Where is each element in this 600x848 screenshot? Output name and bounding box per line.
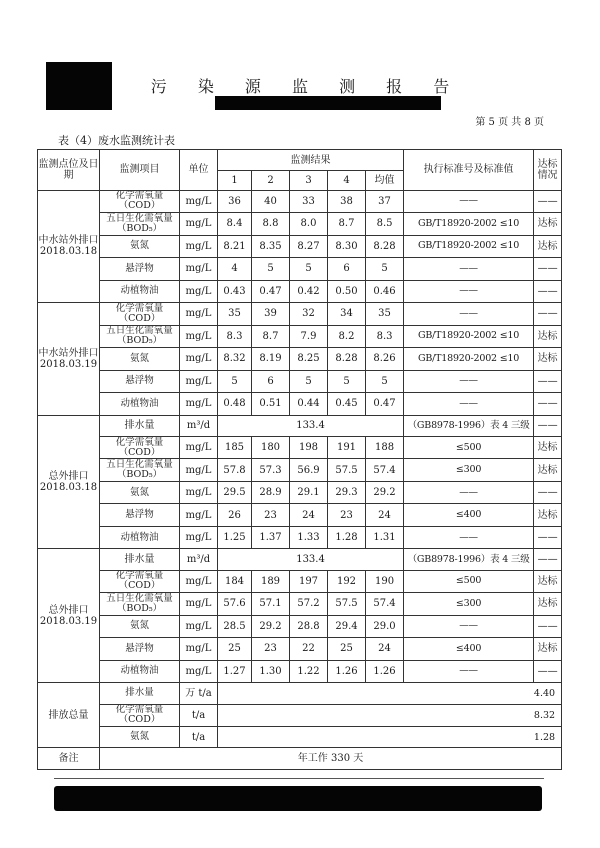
standard-cell: —— bbox=[404, 393, 534, 415]
value-cell: 8.35 bbox=[252, 235, 290, 257]
mean-cell: 8.26 bbox=[366, 348, 404, 370]
item-cell: 氨氮 bbox=[100, 348, 180, 370]
value-cell: 38 bbox=[328, 190, 366, 212]
value-cell: 133.4 bbox=[218, 415, 404, 436]
unit-cell: mg/L bbox=[180, 280, 218, 302]
site-name: 中水站外排口 bbox=[38, 347, 99, 359]
unit-cell: mg/L bbox=[180, 593, 218, 615]
table-row bbox=[38, 526, 562, 548]
unit-cell: mg/L bbox=[180, 213, 218, 235]
monitoring-date: 2018.03.18 bbox=[39, 246, 98, 258]
compliance-cell: 达标 bbox=[534, 235, 562, 257]
mean-cell: 24 bbox=[366, 638, 404, 660]
unit-cell: mg/L bbox=[180, 235, 218, 257]
total-value-cell: 4.40 bbox=[218, 683, 562, 704]
standard-cell: —— bbox=[404, 481, 534, 503]
value-cell: 5 bbox=[328, 370, 366, 392]
value-cell: 23 bbox=[328, 504, 366, 526]
standard-cell: —— bbox=[404, 190, 534, 212]
unit-cell: m³/d bbox=[180, 415, 218, 436]
value-cell: 0.47 bbox=[252, 280, 290, 302]
item-cell: 氨氮 bbox=[100, 727, 180, 748]
compliance-cell: —— bbox=[534, 660, 562, 682]
value-cell: 57.5 bbox=[328, 459, 366, 481]
value-cell: 8.19 bbox=[252, 348, 290, 370]
value-cell: 8.8 bbox=[252, 213, 290, 235]
table-row bbox=[38, 549, 562, 570]
table-row bbox=[38, 727, 562, 748]
unit-cell: mg/L bbox=[180, 526, 218, 548]
mean-cell: 5 bbox=[366, 370, 404, 392]
value-cell: 26 bbox=[218, 504, 252, 526]
value-cell: 8.7 bbox=[328, 213, 366, 235]
value-cell: 8.30 bbox=[328, 235, 366, 257]
compliance-cell: 达标 bbox=[534, 348, 562, 370]
item-cell: 悬浮物 bbox=[100, 258, 180, 280]
item-cell: 化学需氧量（COD） bbox=[100, 436, 180, 458]
item-cell: 悬浮物 bbox=[100, 638, 180, 660]
value-cell: 0.44 bbox=[290, 393, 328, 415]
mean-cell: 188 bbox=[366, 436, 404, 458]
compliance-header: 达标情况 bbox=[534, 150, 562, 191]
item-cell: 化学需氧量（COD） bbox=[100, 303, 180, 325]
compliance-cell: —— bbox=[534, 370, 562, 392]
value-cell: 28.9 bbox=[252, 481, 290, 503]
table-row bbox=[38, 615, 562, 637]
item-cell: 排水量 bbox=[100, 683, 180, 704]
mean-cell: 24 bbox=[366, 504, 404, 526]
item-cell: 动植物油 bbox=[100, 660, 180, 682]
site-date-cell bbox=[38, 190, 100, 302]
table-row bbox=[38, 393, 562, 415]
value-cell: 29.5 bbox=[218, 481, 252, 503]
unit-cell: mg/L bbox=[180, 660, 218, 682]
item-cell: 五日生化需氧量（BOD₅） bbox=[100, 593, 180, 615]
value-cell: 57.2 bbox=[290, 593, 328, 615]
mean-cell: 8.3 bbox=[366, 325, 404, 347]
value-cell: 1.25 bbox=[218, 526, 252, 548]
mean-cell: 1.31 bbox=[366, 526, 404, 548]
site-name: 总外排口 bbox=[48, 470, 89, 482]
standard-cell: ≤400 bbox=[404, 638, 534, 660]
value-cell: 40 bbox=[252, 190, 290, 212]
value-cell: 0.48 bbox=[218, 393, 252, 415]
table-row bbox=[38, 459, 562, 481]
mean-cell: 57.4 bbox=[366, 459, 404, 481]
standard-cell: GB/T18920-2002 ≤10 bbox=[404, 325, 534, 347]
value-cell: 184 bbox=[218, 570, 252, 592]
value-cell: 1.26 bbox=[328, 660, 366, 682]
compliance-cell: —— bbox=[534, 190, 562, 212]
site-date-header: 监测点位及日期 bbox=[38, 150, 100, 191]
value-cell: 28.5 bbox=[218, 615, 252, 637]
site-date-cell bbox=[38, 415, 100, 549]
table-row bbox=[38, 213, 562, 235]
unit-cell: m³/d bbox=[180, 549, 218, 570]
results-header: 监测结果 bbox=[218, 150, 404, 171]
table-caption: 表（4）废水监测统计表 bbox=[58, 134, 175, 147]
item-cell: 氨氮 bbox=[100, 615, 180, 637]
value-cell: 192 bbox=[328, 570, 366, 592]
value-cell: 6 bbox=[252, 370, 290, 392]
value-cell: 24 bbox=[290, 504, 328, 526]
item-header: 监测项目 bbox=[100, 150, 180, 191]
compliance-cell: —— bbox=[534, 303, 562, 325]
monitoring-date: 2018.03.19 bbox=[39, 358, 98, 370]
compliance-cell: 达标 bbox=[534, 459, 562, 481]
value-cell: 8.0 bbox=[290, 213, 328, 235]
standard-cell: （GB8978-1996）表 4 三级 bbox=[404, 549, 534, 570]
item-cell: 氨氮 bbox=[100, 235, 180, 257]
value-cell: 57.1 bbox=[252, 593, 290, 615]
standard-cell: —— bbox=[404, 303, 534, 325]
standard-cell: （GB8978-1996）表 4 三级 bbox=[404, 415, 534, 436]
table-row bbox=[38, 436, 562, 458]
value-cell: 8.4 bbox=[218, 213, 252, 235]
table-row bbox=[38, 280, 562, 302]
mean-cell: 190 bbox=[366, 570, 404, 592]
unit-cell: 万 t/a bbox=[180, 683, 218, 704]
value-cell: 57.6 bbox=[218, 593, 252, 615]
standard-cell: —— bbox=[404, 526, 534, 548]
value-cell: 1.28 bbox=[328, 526, 366, 548]
mean-cell: 0.46 bbox=[366, 280, 404, 302]
value-cell: 57.3 bbox=[252, 459, 290, 481]
item-cell: 悬浮物 bbox=[100, 504, 180, 526]
value-cell: 185 bbox=[218, 436, 252, 458]
value-cell: 23 bbox=[252, 504, 290, 526]
value-cell: 57.5 bbox=[328, 593, 366, 615]
footer-rule bbox=[54, 778, 544, 779]
site-date-cell bbox=[38, 549, 100, 683]
value-cell: 0.50 bbox=[328, 280, 366, 302]
item-cell: 排水量 bbox=[100, 549, 180, 570]
value-cell: 39 bbox=[252, 303, 290, 325]
standard-cell: —— bbox=[404, 280, 534, 302]
site-name: 总外排口 bbox=[48, 604, 89, 616]
value-cell: 0.43 bbox=[218, 280, 252, 302]
compliance-cell: 达标 bbox=[534, 570, 562, 592]
unit-cell: t/a bbox=[180, 704, 218, 726]
value-cell: 1.27 bbox=[218, 660, 252, 682]
item-cell: 化学需氧量（COD） bbox=[100, 570, 180, 592]
mean-cell: 8.28 bbox=[366, 235, 404, 257]
value-cell: 8.32 bbox=[218, 348, 252, 370]
mean-cell: 57.4 bbox=[366, 593, 404, 615]
value-cell: 29.1 bbox=[290, 481, 328, 503]
value-cell: 6 bbox=[328, 258, 366, 280]
value-cell: 0.45 bbox=[328, 393, 366, 415]
value-cell: 133.4 bbox=[218, 549, 404, 570]
unit-cell: mg/L bbox=[180, 570, 218, 592]
value-cell: 7.9 bbox=[290, 325, 328, 347]
compliance-cell: —— bbox=[534, 393, 562, 415]
mean-cell: 1.26 bbox=[366, 660, 404, 682]
compliance-cell: —— bbox=[534, 258, 562, 280]
compliance-cell: —— bbox=[534, 526, 562, 548]
run-header: 3 bbox=[290, 171, 328, 190]
value-cell: 8.25 bbox=[290, 348, 328, 370]
compliance-cell: 达标 bbox=[534, 593, 562, 615]
value-cell: 32 bbox=[290, 303, 328, 325]
table-row bbox=[38, 660, 562, 682]
mean-cell: 35 bbox=[366, 303, 404, 325]
table-row bbox=[38, 303, 562, 325]
standard-cell: GB/T18920-2002 ≤10 bbox=[404, 235, 534, 257]
table-row bbox=[38, 704, 562, 726]
item-cell: 动植物油 bbox=[100, 526, 180, 548]
value-cell: 4 bbox=[218, 258, 252, 280]
mean-header: 均值 bbox=[366, 171, 404, 190]
value-cell: 28.8 bbox=[290, 615, 328, 637]
compliance-cell: —— bbox=[534, 615, 562, 637]
value-cell: 1.30 bbox=[252, 660, 290, 682]
header-row bbox=[38, 150, 562, 171]
table-row bbox=[38, 593, 562, 615]
item-cell: 动植物油 bbox=[100, 280, 180, 302]
site-name: 中水站外排口 bbox=[38, 235, 99, 247]
unit-cell: mg/L bbox=[180, 504, 218, 526]
unit-cell: mg/L bbox=[180, 393, 218, 415]
mean-cell: 8.5 bbox=[366, 213, 404, 235]
value-cell: 5 bbox=[218, 370, 252, 392]
monitoring-date: 2018.03.19 bbox=[39, 615, 98, 627]
value-cell: 33 bbox=[290, 190, 328, 212]
compliance-cell: —— bbox=[534, 415, 562, 436]
totals-label-cell: 排放总量 bbox=[38, 683, 100, 748]
table-row bbox=[38, 235, 562, 257]
table-row bbox=[38, 638, 562, 660]
value-cell: 5 bbox=[290, 258, 328, 280]
compliance-cell: 达标 bbox=[534, 638, 562, 660]
unit-cell: mg/L bbox=[180, 325, 218, 347]
unit-cell: mg/L bbox=[180, 481, 218, 503]
unit-cell: mg/L bbox=[180, 303, 218, 325]
compliance-cell: 达标 bbox=[534, 325, 562, 347]
value-cell: 29.3 bbox=[328, 481, 366, 503]
redacted-organization bbox=[215, 96, 441, 110]
run-header: 2 bbox=[252, 171, 290, 190]
value-cell: 8.2 bbox=[328, 325, 366, 347]
item-cell: 氨氮 bbox=[100, 481, 180, 503]
value-cell: 197 bbox=[290, 570, 328, 592]
table-row bbox=[38, 570, 562, 592]
value-cell: 8.3 bbox=[218, 325, 252, 347]
value-cell: 0.42 bbox=[290, 280, 328, 302]
table-row bbox=[38, 258, 562, 280]
value-cell: 29.2 bbox=[252, 615, 290, 637]
unit-cell: mg/L bbox=[180, 459, 218, 481]
run-header: 1 bbox=[218, 171, 252, 190]
unit-cell: mg/L bbox=[180, 258, 218, 280]
value-cell: 57.8 bbox=[218, 459, 252, 481]
value-cell: 35 bbox=[218, 303, 252, 325]
mean-cell: 0.47 bbox=[366, 393, 404, 415]
compliance-cell: 达标 bbox=[534, 436, 562, 458]
value-cell: 1.33 bbox=[290, 526, 328, 548]
value-cell: 180 bbox=[252, 436, 290, 458]
mean-cell: 5 bbox=[366, 258, 404, 280]
standard-cell: ≤300 bbox=[404, 459, 534, 481]
item-cell: 五日生化需氧量（BOD₅） bbox=[100, 213, 180, 235]
value-cell: 8.28 bbox=[328, 348, 366, 370]
redacted-footer bbox=[54, 786, 542, 811]
item-cell: 排水量 bbox=[100, 415, 180, 436]
unit-cell: mg/L bbox=[180, 190, 218, 212]
value-cell: 1.22 bbox=[290, 660, 328, 682]
total-value-cell: 1.28 bbox=[218, 727, 562, 748]
value-cell: 23 bbox=[252, 638, 290, 660]
table-row bbox=[38, 190, 562, 212]
table-row bbox=[38, 325, 562, 347]
table-row bbox=[38, 683, 562, 704]
value-cell: 8.27 bbox=[290, 235, 328, 257]
unit-cell: mg/L bbox=[180, 436, 218, 458]
compliance-cell: 达标 bbox=[534, 504, 562, 526]
value-cell: 5 bbox=[252, 258, 290, 280]
mean-cell: 37 bbox=[366, 190, 404, 212]
value-cell: 8.21 bbox=[218, 235, 252, 257]
item-cell: 五日生化需氧量（BOD₅） bbox=[100, 325, 180, 347]
value-cell: 8.7 bbox=[252, 325, 290, 347]
item-cell: 动植物油 bbox=[100, 393, 180, 415]
total-value-cell: 8.32 bbox=[218, 704, 562, 726]
value-cell: 189 bbox=[252, 570, 290, 592]
table-row bbox=[38, 481, 562, 503]
standard-cell: ≤500 bbox=[404, 570, 534, 592]
table-row bbox=[38, 415, 562, 436]
remarks-value-cell: 年工作 330 天 bbox=[100, 748, 562, 770]
value-cell: 56.9 bbox=[290, 459, 328, 481]
value-cell: 191 bbox=[328, 436, 366, 458]
table-row bbox=[38, 504, 562, 526]
value-cell: 25 bbox=[218, 638, 252, 660]
unit-header: 单位 bbox=[180, 150, 218, 191]
standard-cell: —— bbox=[404, 615, 534, 637]
value-cell: 22 bbox=[290, 638, 328, 660]
standard-cell: —— bbox=[404, 258, 534, 280]
item-cell: 悬浮物 bbox=[100, 370, 180, 392]
standard-cell: ≤500 bbox=[404, 436, 534, 458]
monitoring-date: 2018.03.18 bbox=[39, 481, 98, 493]
table-row bbox=[38, 348, 562, 370]
compliance-cell: —— bbox=[534, 481, 562, 503]
standard-cell: ≤300 bbox=[404, 593, 534, 615]
unit-cell: mg/L bbox=[180, 638, 218, 660]
mean-cell: 29.2 bbox=[366, 481, 404, 503]
mean-cell: 29.0 bbox=[366, 615, 404, 637]
standard-cell: GB/T18920-2002 ≤10 bbox=[404, 348, 534, 370]
value-cell: 36 bbox=[218, 190, 252, 212]
wastewater-monitoring-table bbox=[37, 149, 562, 770]
standard-cell: GB/T18920-2002 ≤10 bbox=[404, 213, 534, 235]
standard-header: 执行标准号及标准值 bbox=[404, 150, 534, 191]
compliance-cell: 达标 bbox=[534, 213, 562, 235]
standard-cell: —— bbox=[404, 660, 534, 682]
item-cell: 化学需氧量（COD） bbox=[100, 190, 180, 212]
site-date-cell bbox=[38, 303, 100, 415]
standard-cell: ≤400 bbox=[404, 504, 534, 526]
table-row bbox=[38, 748, 562, 770]
item-cell: 五日生化需氧量（BOD₅） bbox=[100, 459, 180, 481]
compliance-cell: —— bbox=[534, 549, 562, 570]
value-cell: 29.4 bbox=[328, 615, 366, 637]
value-cell: 25 bbox=[328, 638, 366, 660]
report-title: 污 染 源 监 测 报 告 bbox=[150, 77, 463, 96]
unit-cell: mg/L bbox=[180, 348, 218, 370]
standard-cell: —— bbox=[404, 370, 534, 392]
page-number: 第 5 页 共 8 页 bbox=[475, 117, 544, 128]
value-cell: 5 bbox=[290, 370, 328, 392]
run-header: 4 bbox=[328, 171, 366, 190]
unit-cell: mg/L bbox=[180, 615, 218, 637]
unit-cell: t/a bbox=[180, 727, 218, 748]
value-cell: 1.37 bbox=[252, 526, 290, 548]
value-cell: 34 bbox=[328, 303, 366, 325]
item-cell: 化学需氧量（COD） bbox=[100, 704, 180, 726]
compliance-cell: —— bbox=[534, 280, 562, 302]
remarks-label-cell: 备注 bbox=[38, 748, 100, 770]
table-row bbox=[38, 370, 562, 392]
value-cell: 0.51 bbox=[252, 393, 290, 415]
unit-cell: mg/L bbox=[180, 370, 218, 392]
value-cell: 198 bbox=[290, 436, 328, 458]
